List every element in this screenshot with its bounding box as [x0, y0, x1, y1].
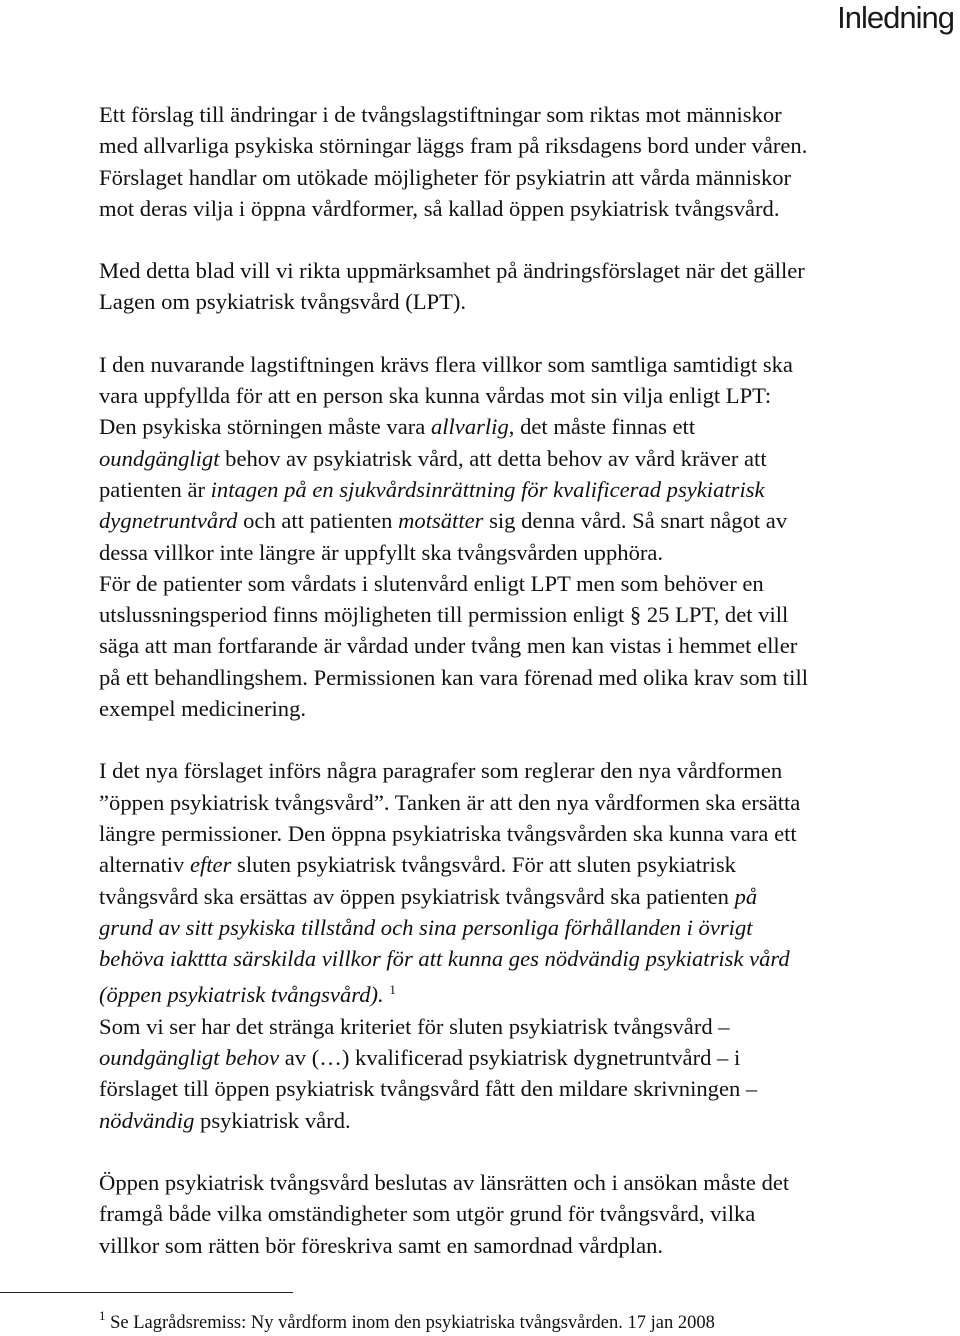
emphasis: motsätter: [398, 508, 484, 534]
text-line: [99, 943, 957, 974]
text-run: psykiatrisk vård.: [194, 1107, 351, 1133]
text-line: säga att man fortfarande är vårdad under tvång men kan vistas i hemmet eller: [99, 633, 798, 659]
text-line: [99, 411, 957, 442]
text-line: med allvarliga psykiska störningar läggs fram på riksdagens bord under våren.: [99, 133, 808, 159]
text-run: och att patienten: [237, 508, 399, 534]
text-line: I det nya förslaget införs några paragrafer som reglerar den nya vårdformen: [99, 758, 783, 784]
text-line: på ett behandlingshem. Permissionen kan vara förenad med olika krav som till: [99, 664, 809, 690]
emphasis: behöva iakttta särskilda villkor för att kunna ges nödvändig psykiatrisk vård: [99, 946, 790, 972]
text-run: alternativ: [99, 852, 190, 878]
text-run: Den psykiska störningen måste vara: [99, 414, 431, 440]
text-run: behov av psykiatrisk vård, att detta behov av vård kräver att: [219, 445, 767, 471]
emphasis: grund av sitt psykiska tillstånd och sina personliga förhållanden i övrigt: [99, 914, 753, 940]
text-line: mot deras vilja i öppna vårdformer, så kallad öppen psykiatrisk tvångsvård.: [99, 195, 780, 221]
paragraph-1: [99, 99, 957, 224]
footnote-text: Se Lagrådsremiss: Ny vårdform inom den psykiatriska tvångsvården. 17 jan 2008: [105, 1313, 715, 1333]
emphasis: på: [734, 883, 758, 909]
text-line: I den nuvarande lagstiftningen krävs flera villkor som samtliga samtidigt ska: [99, 351, 793, 377]
text-line: villkor som rätten bör föreskriva samt en samordnad vårdplan.: [99, 1232, 664, 1258]
text-line: [99, 881, 957, 912]
text-line: [99, 443, 957, 474]
text-run: , det måste finnas ett: [508, 414, 696, 440]
text-line: exempel medicinering.: [99, 696, 307, 722]
emphasis: dygnetruntvård: [99, 508, 238, 534]
text-line: Med detta blad vill vi rikta uppmärksamhet på ändringsförslaget när det gäller: [99, 258, 805, 284]
text-line: [99, 474, 957, 505]
emphasis: oundgängligt: [99, 445, 220, 471]
text-line: För de patienter som vårdats i slutenvård enligt LPT men som behöver en: [99, 570, 764, 596]
text-line: [99, 505, 957, 536]
emphasis: efter: [189, 852, 232, 878]
page-heading: Inledning: [837, 0, 954, 35]
text-run: patienten är: [99, 476, 211, 502]
footnote-reference[interactable]: 1: [389, 982, 396, 998]
text-line: ”öppen psykiatrisk tvångsvård”. Tanken är att den nya vårdformen ska ersätta: [99, 789, 801, 815]
paragraph-6: [99, 1011, 957, 1136]
text-line: längre permissioner. Den öppna psykiatriska tvångsvården ska kunna vara ett: [99, 820, 797, 846]
emphasis: oundgängligt behov: [99, 1045, 280, 1071]
text-run: sig denna vård. Så snart något av: [483, 508, 788, 534]
document-body: [99, 99, 957, 1261]
paragraph-4: [99, 568, 957, 724]
text-line: utslussningsperiod finns möjligheten till permission enligt § 25 LPT, det vill: [99, 602, 789, 628]
text-line: dessa villkor inte längre är uppfyllt ska tvångsvården upphöra.: [99, 539, 664, 565]
text-line: [99, 1105, 957, 1136]
paragraph-2: [99, 255, 957, 318]
text-line: [99, 974, 957, 1010]
text-run: av (…) kvalificerad psykiatrisk dygnetruntvård – i: [279, 1045, 741, 1071]
emphasis: intagen på en sjukvårdsinrättning för kvalificerad psykiatrisk: [210, 476, 765, 502]
emphasis: nödvändig: [99, 1107, 195, 1133]
paragraph-3: [99, 349, 957, 568]
text-line: Som vi ser har det stränga kriteriet för sluten psykiatrisk tvångsvård –: [99, 1013, 730, 1039]
text-line: Lagen om psykiatrisk tvångsvård (LPT).: [99, 289, 467, 315]
text-line: förslaget till öppen psykiatrisk tvångsvård fått den mildare skrivningen –: [99, 1076, 758, 1102]
emphasis: (öppen psykiatrisk tvångsvård).: [99, 982, 384, 1008]
text-line: [99, 849, 957, 880]
footnote-divider: [0, 1292, 293, 1293]
paragraph-7: [99, 1167, 957, 1261]
footnote-number: 1: [99, 1308, 106, 1323]
text-line: Ett förslag till ändringar i de tvångslagstiftningar som riktas mot människor: [99, 102, 782, 127]
text-line: [99, 1042, 957, 1073]
text-line: framgå både vilka omständigheter som utgör grund för tvångsvård, vilka: [99, 1201, 756, 1227]
text-run: sluten psykiatrisk tvångsvård. För att sluten psykiatrisk: [231, 852, 736, 878]
text-line: Öppen psykiatrisk tvångsvård beslutas av länsrätten och i ansökan måste det: [99, 1169, 790, 1195]
text-run: tvångsvård ska ersättas av öppen psykiatrisk tvångsvård ska patienten: [99, 883, 735, 909]
text-line: Förslaget handlar om utökade möjligheter för psykiatrin att vårda människor: [99, 164, 792, 190]
footnote: [99, 1303, 715, 1336]
paragraph-5: [99, 755, 957, 1010]
text-line: [99, 912, 957, 943]
emphasis: allvarlig: [430, 414, 509, 440]
text-line: vara uppfyllda för att en person ska kunna vårdas mot sin vilja enligt LPT:: [99, 383, 772, 409]
